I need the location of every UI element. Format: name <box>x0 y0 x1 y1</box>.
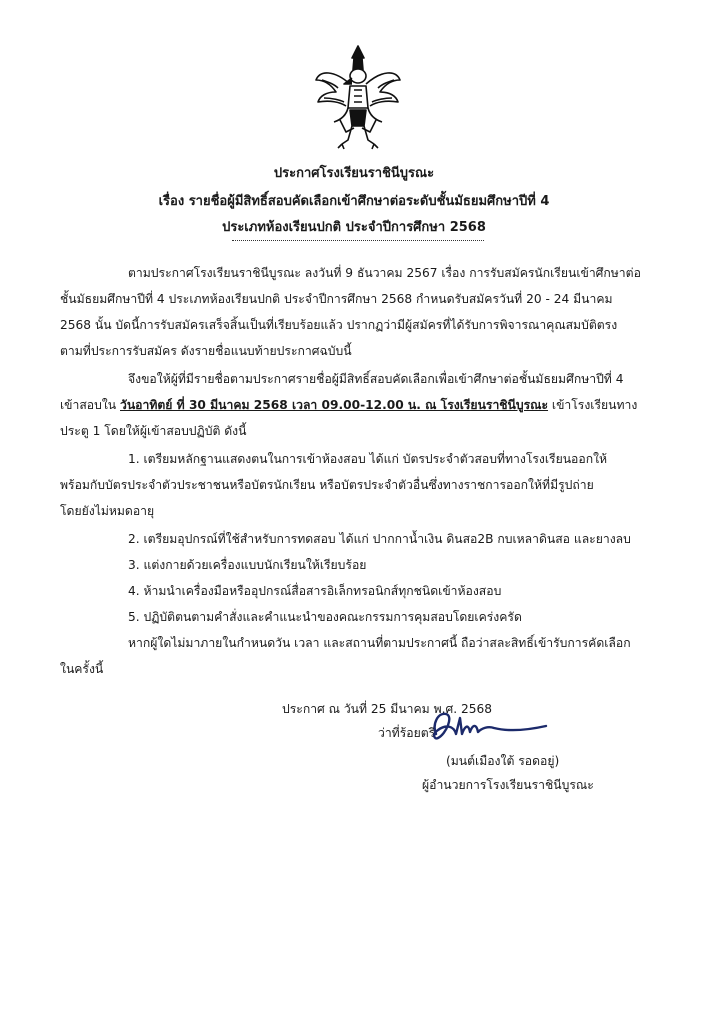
item1-line2: พร้อมกับบัตรประจำตัวประชาชนหรือบัตรนักเรียน หรือบัตรประจำตัวอื่นซึ่งทางราชการออกให้ที่มีรูปถ่าย <box>60 478 594 492</box>
item5: 5. ปฏิบัติตนตามคำสั่งและคำแนะนำของคณะกรรมการคุมสอบโดยเคร่งครัด <box>128 610 522 624</box>
closing-line2: ในครั้งนี้ <box>60 662 104 676</box>
item4: 4. ห้ามนำเครื่องมือหรืออุปกรณ์สื่อสารอิเล็กทรอนิกส์ทุกชนิดเข้าห้องสอบ <box>128 584 502 598</box>
closing-line1: หากผู้ใดไม่มาภายในกำหนดวัน เวลา และสถานที่ตามประกาศนี้ ถือว่าสละสิทธิ์เข้ารับการคัดเลือก <box>128 636 631 650</box>
signer-position: ผู้อำนวยการโรงเรียนราชินีบูรณะ <box>422 778 594 792</box>
title-line-3: ประเภทห้องเรียนปกติ ประจำปีการศึกษา 2568 <box>222 220 486 235</box>
item2: 2. เตรียมอุปกรณ์ที่ใช้สำหรับการทดสอบ ได้แก่ ปากกาน้ำเงิน ดินสอ2B กบเหลาดินสอ และยางลบ <box>128 532 631 546</box>
title-line-2: เรื่อง รายชื่อผู้มีสิทธิ์สอบคัดเลือกเข้าศึกษาต่อระดับชั้นมัธยมศึกษาปีที่ 4 <box>158 194 550 209</box>
para2-line2 <box>60 392 637 418</box>
item1-line1: 1. เตรียมหลักฐานแสดงตนในการเข้าห้องสอบ ได้แก่ บัตรประจำตัวสอบที่ทางโรงเรียนออกให้ <box>128 452 608 466</box>
announcement-date: ประกาศ ณ วันที่ 25 มีนาคม พ.ศ. 2568 <box>282 702 492 716</box>
para1-line1: ตามประกาศโรงเรียนราชินีบูรณะ ลงวันที่ 9 ธันวาคม 2567 เรื่อง การรับสมัครนักเรียนเข้าศึกษาต่อ <box>128 266 641 280</box>
para2-line1: จึงขอให้ผู้ที่มีรายชื่อตามประกาศรายชื่อผู้มีสิทธิ์สอบคัดเลือกเพื่อเข้าศึกษาต่อชั้นมัธยมศึกษาปีที่ 4 <box>128 372 624 386</box>
signer-name: (มนต์เมืองใต้ รอดอยู่) <box>446 754 560 768</box>
title-line-1: ประกาศโรงเรียนราชินีบูรณะ <box>273 166 435 181</box>
garuda-emblem-icon <box>312 40 404 152</box>
para2-suffix: เข้าโรงเรียนทาง <box>548 398 638 412</box>
exam-date-highlight: วันอาทิตย์ ที่ 30 มีนาคม 2568 เวลา 09.00-12.00 น. ณ โรงเรียนราชินีบูรณะ <box>120 398 549 412</box>
handwritten-signature <box>424 704 550 752</box>
para2-line3: ประตู 1 โดยให้ผู้เข้าสอบปฏิบัติ ดังนี้ <box>60 424 247 438</box>
para1-line4: ตามที่ประการรับสมัคร ดังรายชื่อแนบท้ายประกาศฉบับนี้ <box>60 344 352 358</box>
item3: 3. แต่งกายด้วยเครื่องแบบนักเรียนให้เรียบร้อย <box>128 558 367 572</box>
para2-prefix: เข้าสอบใน <box>60 398 120 412</box>
title-divider <box>232 240 484 241</box>
para1-line2: ชั้นมัธยมศึกษาปีที่ 4 ประเภทห้องเรียนปกติ ประจำปีการศึกษา 2568 กำหนดรับสมัครวันที่ 20 - 24 มีนาคม <box>60 292 613 306</box>
item1-line3: โดยยังไม่หมดอายุ <box>60 504 155 518</box>
para1-line3: 2568 นั้น บัดนี้การรับสมัครเสร็จสิ้นเป็นที่เรียบร้อยแล้ว ปรากฏว่ามีผู้สมัครที่ได้รับการพิจารณาคุณสมบัติตรง <box>60 318 618 332</box>
acting-rank: ว่าที่ร้อยตรี <box>378 726 436 740</box>
